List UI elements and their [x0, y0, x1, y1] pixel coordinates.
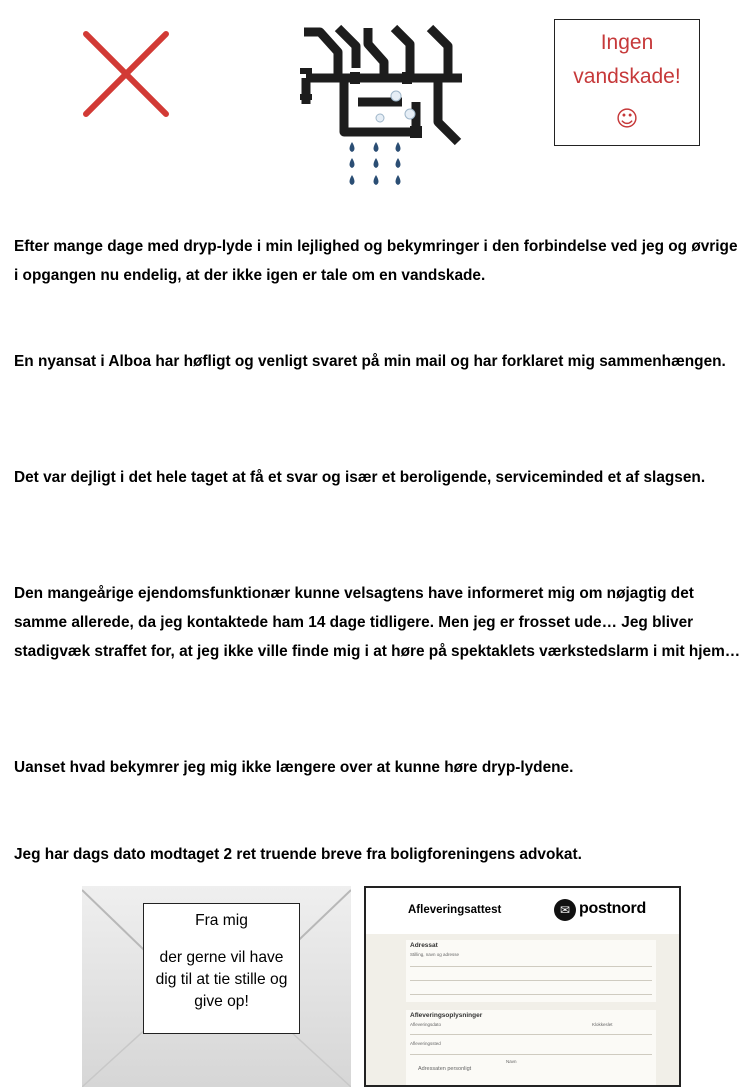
- red-x-icon: [80, 30, 172, 118]
- smiley-icon: ☺: [615, 107, 639, 132]
- paragraph-3: Det var dejligt i det hele taget at få et svar og især et beroligende, serviceminded et af slagsen.: [14, 469, 706, 486]
- envelope-note: [143, 903, 300, 1034]
- delivery-receipt-image: [364, 886, 681, 1087]
- note-message: der gerne vil have dig til at tie stille og give op!: [155, 949, 288, 1010]
- paragraph-1: Efter mange dage med dryp-lyde i min lejlighed og bekymringer i den forbindelse ved jeg og øvrige i opgangen nu endelig, at der ikke igen er tale om en vandskade.: [14, 238, 738, 284]
- badge-line-1: Ingen: [600, 31, 654, 54]
- addressee-box: [406, 940, 656, 1002]
- no-water-damage-badge: [554, 19, 700, 146]
- paragraph-4: Den mangeårige ejendomsfunktionær kunne velsagtens have informeret mig om nøjagtig det samme allerede, da jeg kontaktede ham 14 dage tidligere. Men jeg er frosset ude… Jeg bliver stadigvæk straffet for, at jeg ikke ville finde mig i at høre på spektaklets værkstedslarm i mit hjem…: [14, 585, 741, 660]
- delivery-info-box: [406, 1010, 656, 1087]
- receipt-brand: postnord: [579, 900, 646, 917]
- delivery-info-label: Afleveringsoplysninger: [410, 1012, 483, 1019]
- badge-line-2: vandskade!: [573, 65, 681, 88]
- addressee-sub: Stilling, navn og adresse: [410, 952, 460, 957]
- postnord-logo-icon: ✉: [554, 899, 576, 921]
- delivery-time-label: Klokkeslet: [592, 1022, 613, 1027]
- delivery-place-label: Afleveringssted: [410, 1041, 441, 1046]
- delivery-date-label: Afleveringsdato: [410, 1022, 442, 1027]
- note-from: Fra mig: [195, 912, 248, 929]
- dripping-pipes-icon: [298, 22, 466, 192]
- addressee-label: Adressat: [410, 942, 438, 949]
- paragraph-5: Uanset hvad bekymrer jeg mig ikke længere over at kunne høre dryp-lydene.: [14, 759, 574, 776]
- personal-check-label: Adressaten personligt: [418, 1066, 472, 1072]
- paragraph-6: Jeg har dags dato modtaget 2 ret truende breve fra boligforeningens advokat.: [14, 846, 582, 863]
- paragraph-2: En nyansat i Alboa har høfligt og venligt svaret på min mail og har forklaret mig sammenhængen.: [14, 353, 726, 370]
- name-label: Navn: [506, 1059, 517, 1064]
- receipt-title: Afleveringsattest: [408, 904, 502, 916]
